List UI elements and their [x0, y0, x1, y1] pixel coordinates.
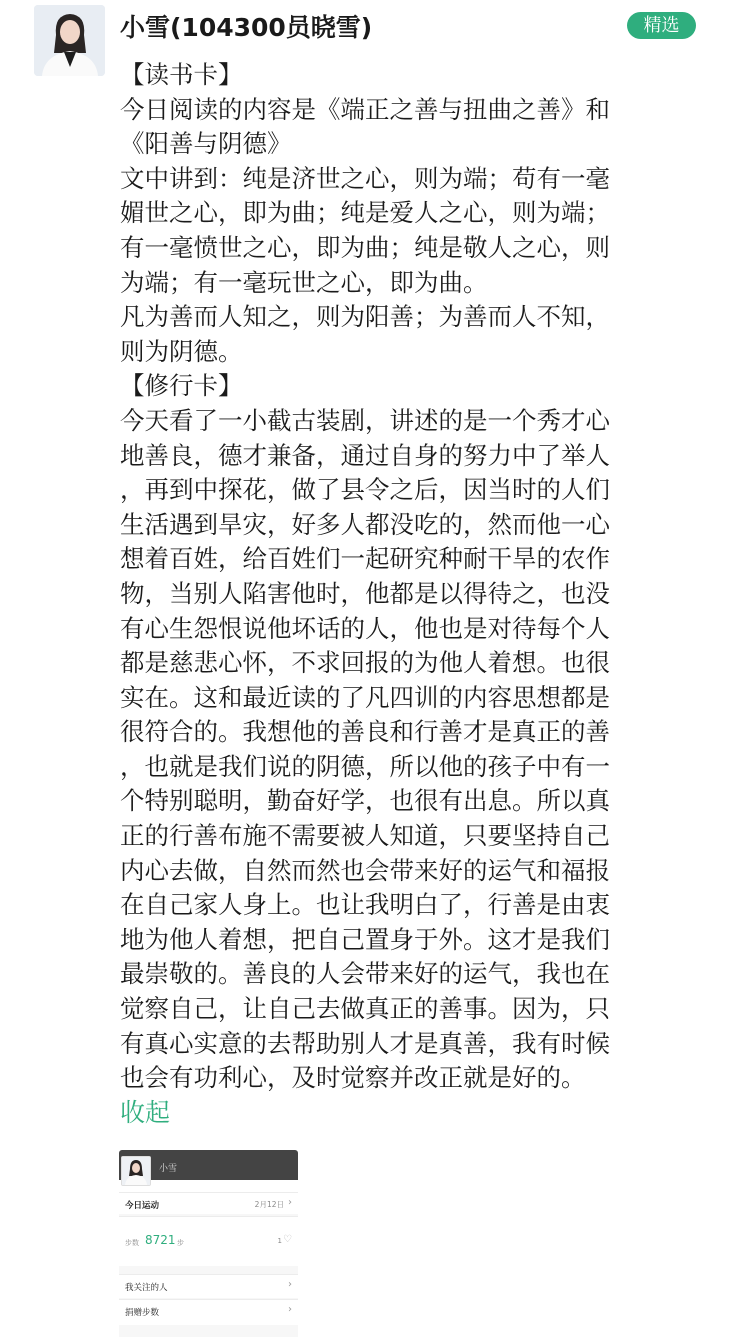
- post-line: 文中讲到：纯是济世之心，则为端；苟有一毫: [120, 163, 610, 193]
- post-line: 正的行善布施不需要被人知道，只要坚持自己: [120, 821, 610, 851]
- post-line: 也会有功利心，及时觉察并改正就是好的。: [120, 1063, 586, 1093]
- post-line: 个特别聪明，勤奋好学，也很有出息。所以真: [120, 786, 610, 816]
- attachment-image[interactable]: [119, 1150, 298, 1337]
- chevron-right-icon: ›: [288, 1279, 292, 1290]
- post-line: 很符合的。我想他的善良和行善才是真正的善: [120, 717, 610, 747]
- post-line: 今日阅读的内容是《端正之善与扭曲之善》和: [120, 94, 610, 124]
- avatar-portrait: [34, 5, 105, 76]
- post-line: 为端；有一毫玩世之心，即为曲。: [120, 267, 488, 297]
- post-line: 凡为善而人知之，则为阳善；为善而人不知，: [120, 302, 610, 332]
- follow-row: [119, 1274, 298, 1298]
- steps-unit: 步: [177, 1239, 184, 1247]
- steps-value: 8721: [145, 1233, 176, 1247]
- heart-icon: ♡: [283, 1234, 292, 1245]
- post-line: 地善良，德才兼备，通过自身的努力中了举人: [120, 440, 610, 470]
- chevron-right-icon: ›: [288, 1304, 292, 1315]
- post-line: 都是慈悲心怀，不求回报的为他人着想。也很: [120, 648, 610, 678]
- post-line: 在自己家人身上。也让我明白了，行善是由衷: [120, 890, 610, 920]
- donate-label: 捐赠步数: [125, 1308, 160, 1318]
- today-sport-row: [119, 1192, 298, 1214]
- post-line: 生活遇到旱灾，好多人都没吃的，然而他一心: [120, 509, 610, 539]
- avatar[interactable]: [34, 5, 105, 76]
- follow-label: 我关注的人: [125, 1283, 168, 1293]
- post-line: ，也就是我们说的阴德，所以他的孩子中有一: [120, 751, 610, 781]
- featured-badge: 精选: [627, 12, 696, 39]
- post-line: 《阳善与阴德》: [120, 129, 292, 159]
- post-line: 有一毫愤世之心，即为曲；纯是敬人之心，则: [120, 232, 610, 262]
- post-line: 最崇敬的。善良的人会带来好的运气，我也在: [120, 959, 610, 989]
- post-line: ，再到中探花，做了县令之后，因当时的人们: [120, 475, 610, 505]
- post-line: 实在。这和最近读的了凡四训的内容思想都是: [120, 682, 610, 712]
- post-line: 媚世之心，即为曲；纯是爱人之心，则为端；: [120, 198, 610, 228]
- collapse-link[interactable]: 收起: [120, 1098, 171, 1127]
- donate-row: [119, 1299, 298, 1325]
- likes-count: 1: [277, 1237, 282, 1245]
- post-line: 有心生怨恨说他坏话的人，他也是对待每个人: [120, 613, 610, 643]
- steps-row: [119, 1216, 298, 1266]
- attachment-name: 小雪: [159, 1164, 178, 1174]
- post-line: 想着百姓，给百姓们一起研究种耐干旱的农作: [120, 544, 610, 574]
- post-line: 有真心实意的去帮助别人才是真善，我有时候: [120, 1028, 610, 1058]
- post-line: 内心去做，自然而然也会带来好的运气和福报: [120, 855, 610, 885]
- post-line: 【读书卡】: [120, 60, 243, 89]
- post-body: [120, 58, 680, 1096]
- post-line: 觉察自己，让自己去做真正的善事。因为，只: [120, 994, 610, 1024]
- attachment-avatar-portrait: [122, 1157, 150, 1185]
- post-line: 物，当别人陷害他时，他都是以得待之，也没: [120, 578, 610, 608]
- chevron-right-icon: ›: [288, 1197, 292, 1208]
- post-line: 地为他人着想，把自己置身于外。这才是我们: [120, 924, 610, 954]
- steps-label: 步数: [125, 1239, 139, 1247]
- today-sport-label: 今日运动: [125, 1201, 160, 1211]
- attachment-avatar: [121, 1156, 151, 1186]
- today-sport-date: 2月12日: [254, 1200, 284, 1209]
- post-line: 今天看了一小截古装剧，讲述的是一个秀才心: [120, 405, 610, 435]
- post-line: 【修行卡】: [120, 371, 243, 401]
- post-line: 则为阴德。: [120, 336, 243, 366]
- username[interactable]: 小雪(104300员晓雪): [120, 13, 373, 42]
